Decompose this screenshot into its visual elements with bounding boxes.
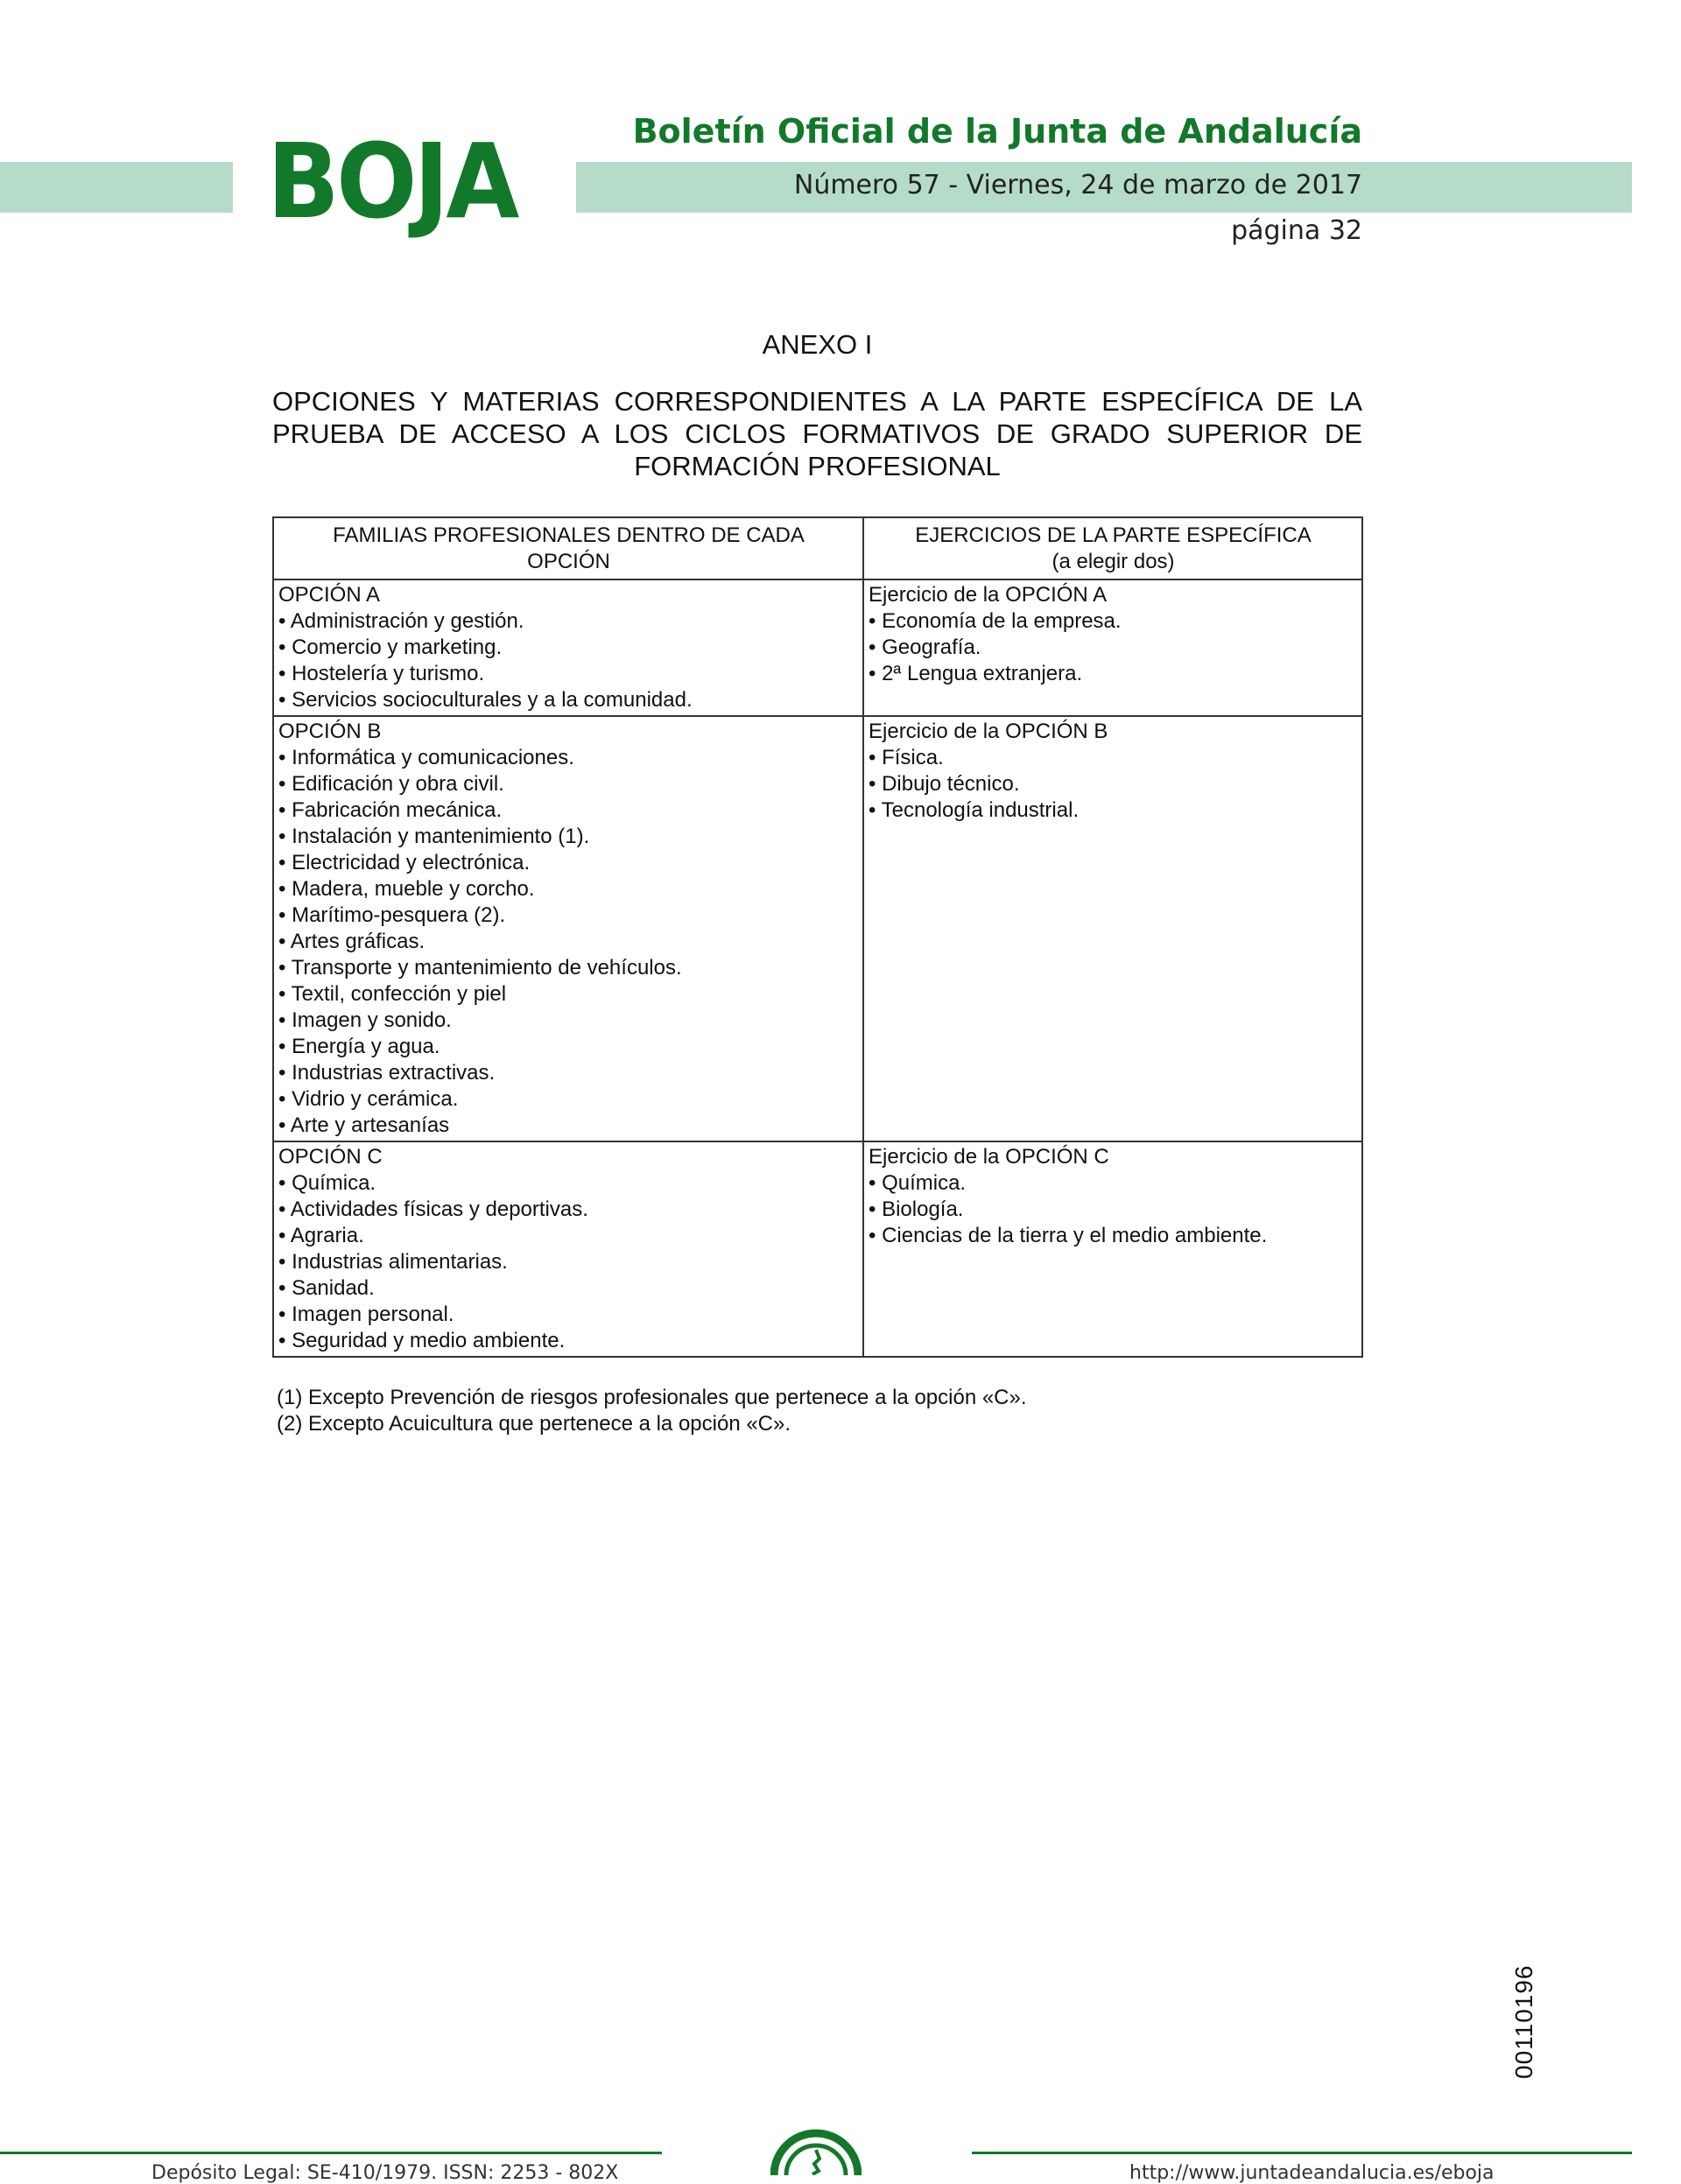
cell-families-option-a xyxy=(273,579,863,716)
legal-deposit: Depósito Legal: SE-410/1979. ISSN: 2253 - 802X xyxy=(151,2162,619,2184)
list-item: • Actividades físicas y deportivas. xyxy=(278,1197,588,1221)
list-item: • Economía de la empresa. xyxy=(869,609,1122,633)
footnote-1: (1) Excepto Prevención de riesgos profesionales que pertenece a la opción «C». xyxy=(277,1386,1027,1409)
list-item: • Informática y comunicaciones. xyxy=(278,746,574,769)
list-item: • Madera, mueble y corcho. xyxy=(278,877,535,901)
header-line: OPCIÓN xyxy=(527,550,610,573)
website-link[interactable]: http://www.juntadeandalucia.es/eboja xyxy=(1129,2162,1495,2184)
boja-logo: BOJA xyxy=(267,121,517,242)
list-item: • Industrias extractivas. xyxy=(278,1061,496,1085)
header-line: FAMILIAS PROFESIONALES DENTRO DE CADA xyxy=(333,523,805,547)
cell-exercises-option-c xyxy=(863,1141,1362,1357)
list-item: • Seguridad y medio ambiente. xyxy=(278,1329,566,1352)
list-item: • Marítimo-pesquera (2). xyxy=(278,903,506,927)
footnotes xyxy=(277,1385,1027,1437)
list-item: • Geografía. xyxy=(869,636,981,659)
list-item: • Servicios socioculturales y a la comunidad. xyxy=(278,688,693,712)
exercise-c-title: Ejercicio de la OPCIÓN C xyxy=(869,1145,1109,1169)
list-item: • Comercio y marketing. xyxy=(278,636,503,659)
option-a-title: OPCIÓN A xyxy=(278,583,381,607)
list-item: • Arte y artesanías xyxy=(278,1113,450,1137)
cell-exercises-option-b xyxy=(863,716,1362,1141)
list-item: • Energía y agua. xyxy=(278,1035,440,1058)
options-table xyxy=(272,516,1363,1358)
document-heading: OPCIONES Y MATERIAS CORRESPONDIENTES A LA PARTE ESPECÍFICA DE LA PRUEBA DE ACCESO A LOS CICLOS FORMATIVOS DE GRADO SUPERIOR DE FORMACIÓN PROFESIONAL xyxy=(272,386,1362,481)
list-item: • Física. xyxy=(869,746,944,769)
header-cell-families xyxy=(273,517,863,579)
cell-families-option-b xyxy=(273,716,863,1141)
option-c-title: OPCIÓN C xyxy=(278,1145,383,1169)
list-item: • Textil, confección y piel xyxy=(278,982,507,1006)
list-item: • Transporte y mantenimiento de vehículos. xyxy=(278,956,682,980)
table-row-option-a xyxy=(273,579,1362,716)
cell-families-option-c xyxy=(273,1141,863,1357)
list-item: • Industrias alimentarias. xyxy=(278,1250,508,1274)
exercise-b-title: Ejercicio de la OPCIÓN B xyxy=(869,720,1108,743)
list-item: • Electricidad y electrónica. xyxy=(278,851,531,874)
list-item: • Administración y gestión. xyxy=(278,609,524,633)
list-item: • Edificación y obra civil. xyxy=(278,772,504,796)
list-item: • Dibujo técnico. xyxy=(869,772,1020,796)
list-item: • Sanidad. xyxy=(278,1276,375,1300)
cell-exercises-option-a xyxy=(863,579,1362,716)
list-item: • Imagen y sonido. xyxy=(278,1008,452,1032)
footer-rule-right xyxy=(972,2152,1632,2154)
list-item: • Biología. xyxy=(869,1197,964,1221)
list-item: • Vidrio y cerámica. xyxy=(278,1087,459,1111)
list-item: • Imagen personal. xyxy=(278,1303,454,1326)
header-line: EJERCICIOS DE LA PARTE ESPECÍFICA xyxy=(915,523,1312,547)
exercise-a-title: Ejercicio de la OPCIÓN A xyxy=(869,583,1108,607)
header-cell-exercises xyxy=(863,517,1362,579)
list-item: • Agraria. xyxy=(278,1224,364,1247)
footer-rule-left xyxy=(0,2152,662,2154)
list-item: • Fabricación mecánica. xyxy=(278,798,503,822)
junta-seal-icon xyxy=(770,2118,862,2175)
list-item: • Artes gráficas. xyxy=(278,930,426,953)
list-item: • Instalación y mantenimiento (1). xyxy=(278,825,590,848)
document-code: 00110196 xyxy=(1510,1964,1537,2079)
footnote-2: (2) Excepto Acuicultura que pertenece a la opción «C». xyxy=(277,1412,791,1436)
table-row-option-b xyxy=(273,716,1362,1141)
list-item: • Química. xyxy=(278,1171,376,1195)
table-row-option-c xyxy=(273,1141,1362,1357)
list-item: • Tecnología industrial. xyxy=(869,798,1080,822)
list-item: • Hostelería y turismo. xyxy=(278,662,485,685)
list-item: • 2ª Lengua extranjera. xyxy=(869,662,1083,685)
issue-info: Número 57 - Viernes, 24 de marzo de 2017 xyxy=(793,170,1362,200)
header-line: (a elegir dos) xyxy=(1052,550,1175,573)
list-item: • Ciencias de la tierra y el medio ambiente. xyxy=(869,1224,1268,1247)
list-item: • Química. xyxy=(869,1171,967,1195)
header-band-left xyxy=(0,162,233,213)
publication-title: Boletín Oficial de la Junta de Andalucía xyxy=(632,112,1362,151)
option-b-title: OPCIÓN B xyxy=(278,720,382,743)
annex-title: ANEXO I xyxy=(762,329,873,360)
page-number: página 32 xyxy=(1231,215,1362,246)
table-header-row xyxy=(273,517,1362,579)
